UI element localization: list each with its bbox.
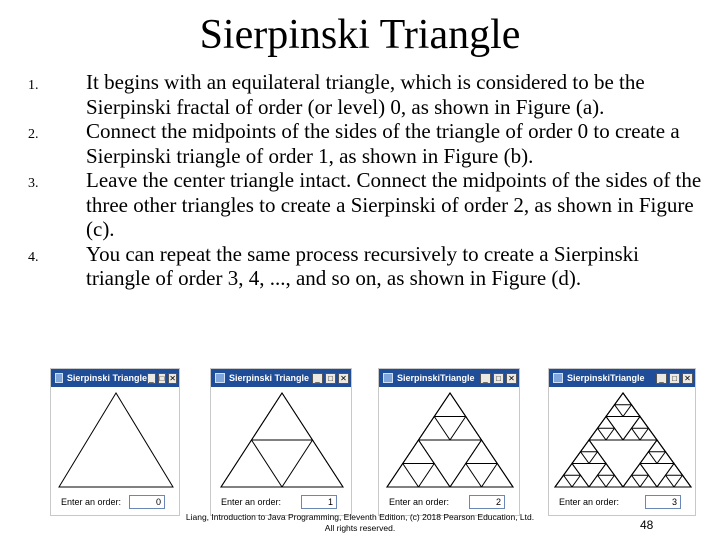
order-input[interactable]: 0 <box>129 495 165 509</box>
sierpinski-triangle-edge <box>450 417 482 441</box>
slide-title: Sierpinski Triangle <box>199 12 521 58</box>
java-app-icon <box>215 373 225 383</box>
sierpinski-triangle-edge <box>572 452 589 464</box>
sierpinski-triangle-edge <box>657 475 674 487</box>
window-title: SierpinskiTriangle <box>397 373 475 383</box>
footer-line: Liang, Introduction to Java Programming, Eleventh Edition, (c) 2018 Pearson Education, Ltd. <box>185 512 535 522</box>
sierpinski-window-a <box>50 368 180 516</box>
footer-copyright <box>130 512 590 534</box>
close-button[interactable]: ✕ <box>506 373 517 384</box>
sierpinski-triangle-edge <box>598 464 615 476</box>
sierpinski-triangle-edge <box>649 440 666 452</box>
order-label: Enter an order: <box>559 497 620 507</box>
sierpinski-triangle-edge <box>615 393 632 405</box>
step-item <box>28 70 708 119</box>
sierpinski-canvas <box>51 387 181 491</box>
sierpinski-triangle-edge <box>450 464 482 488</box>
minimize-button[interactable]: _ <box>312 373 323 384</box>
sierpinski-triangle-edge <box>581 440 598 452</box>
step-number: 4. <box>28 249 39 265</box>
close-button[interactable]: ✕ <box>338 373 349 384</box>
step-number: 1. <box>28 78 39 93</box>
step-text: You can repeat the same process recursively to create a Sierpinski triangle of order 3, 4, ..., and so on, as shown in Figure (d). <box>86 241 640 290</box>
sierpinski-triangle-edge <box>482 464 514 488</box>
maximize-button[interactable]: □ <box>325 373 336 384</box>
close-button[interactable]: ✕ <box>169 373 176 383</box>
close-button[interactable]: ✕ <box>682 373 693 384</box>
sierpinski-triangle-edge <box>466 440 498 464</box>
sierpinski-window-c <box>378 368 520 516</box>
step-text: Leave the center triangle intact. Connect the midpoints of the sides of the three other triangles to create a Sierpinski of order 2, as shown in Figure (c). <box>86 168 702 241</box>
window-titlebar[interactable] <box>51 369 179 387</box>
window-title: SierpinskiTriangle <box>567 373 645 383</box>
sierpinski-triangle-edge <box>589 428 606 440</box>
java-app-icon <box>553 373 563 383</box>
maximize-button[interactable]: □ <box>493 373 504 384</box>
java-app-icon <box>383 373 393 383</box>
footer-line: All rights reserved. <box>324 523 396 533</box>
sierpinski-triangle-edge <box>589 452 606 464</box>
sierpinski-triangle-edge <box>282 440 343 487</box>
minimize-button[interactable]: _ <box>480 373 491 384</box>
window-title: Sierpinski Triangle <box>66 373 147 383</box>
sierpinski-triangle-edge <box>59 393 173 487</box>
sierpinski-canvas <box>379 387 521 491</box>
order-input[interactable]: 1 <box>301 495 337 509</box>
sierpinski-triangle-edge <box>606 428 623 440</box>
sierpinski-triangle-edge <box>564 464 581 476</box>
maximize-button[interactable]: □ <box>669 373 680 384</box>
sierpinski-triangle-edge <box>598 417 615 429</box>
sierpinski-triangle-edge <box>387 464 419 488</box>
java-app-icon <box>55 373 63 383</box>
sierpinski-triangle-edge <box>572 475 589 487</box>
sierpinski-triangle-edge <box>419 464 451 488</box>
order-input[interactable]: 3 <box>645 495 681 509</box>
window-titlebar[interactable] <box>211 369 351 387</box>
maximize-button[interactable]: □ <box>159 373 165 383</box>
sierpinski-triangle-edge <box>640 428 657 440</box>
sierpinski-triangle-edge <box>555 475 572 487</box>
step-text: Connect the midpoints of the sides of the triangle of order 0 to create a Sierpinski triangle of order 1, as shown in Figure (b). <box>86 119 680 168</box>
order-input[interactable]: 2 <box>469 495 505 509</box>
sierpinski-triangle-edge <box>221 440 282 487</box>
sierpinski-triangle-edge <box>252 393 313 440</box>
sierpinski-triangle-edge <box>419 417 451 441</box>
window-title: Sierpinski Triangle <box>229 373 310 383</box>
step-item <box>28 242 708 291</box>
sierpinski-triangle-edge <box>632 464 649 476</box>
order-label: Enter an order: <box>389 497 450 507</box>
step-item <box>28 168 708 242</box>
sierpinski-window-d <box>548 368 696 516</box>
sierpinski-triangle-edge <box>632 417 649 429</box>
order-label: Enter an order: <box>61 497 122 507</box>
sierpinski-triangle-edge <box>606 405 623 417</box>
sierpinski-triangle-edge <box>623 428 640 440</box>
sierpinski-canvas <box>549 387 697 491</box>
step-number: 2. <box>28 127 39 142</box>
step-number: 3. <box>28 176 39 191</box>
sierpinski-triangle-edge <box>640 452 657 464</box>
page-number: 48 <box>640 518 654 532</box>
sierpinski-triangle-edge <box>623 475 640 487</box>
step-item <box>28 119 708 168</box>
step-text: It begins with an equilateral triangle, which is considered to be the Sierpinski fractal of order (or level) 0, as shown in Figure (a). <box>86 70 645 119</box>
sierpinski-triangle-edge <box>657 452 674 464</box>
sierpinski-triangle-edge <box>434 393 466 417</box>
sierpinski-canvas <box>211 387 353 491</box>
sierpinski-triangle-edge <box>640 475 657 487</box>
sierpinski-triangle-edge <box>674 475 691 487</box>
sierpinski-triangle-edge <box>666 464 683 476</box>
sierpinski-triangle-edge <box>606 475 623 487</box>
window-titlebar[interactable] <box>549 369 695 387</box>
window-titlebar[interactable] <box>379 369 519 387</box>
sierpinski-window-b <box>210 368 352 516</box>
sierpinski-triangle-edge <box>589 475 606 487</box>
minimize-button[interactable]: _ <box>656 373 667 384</box>
sierpinski-triangle-edge <box>623 405 640 417</box>
minimize-button[interactable]: _ <box>147 373 156 384</box>
steps-list <box>28 70 708 291</box>
order-label: Enter an order: <box>221 497 282 507</box>
sierpinski-triangle-edge <box>403 440 435 464</box>
